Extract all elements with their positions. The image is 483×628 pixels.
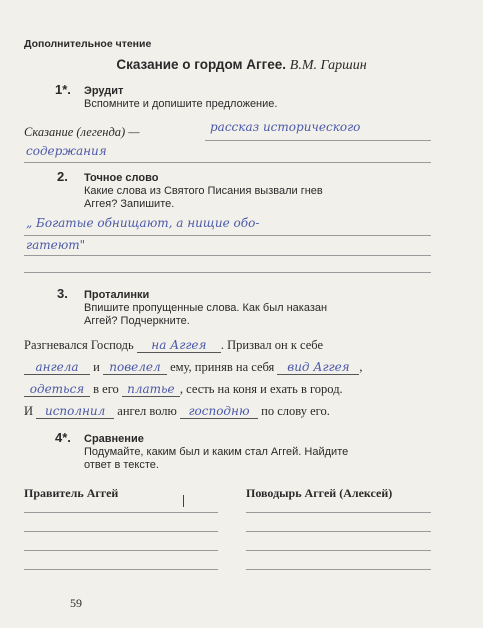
sentence-text: и: [93, 360, 100, 374]
task4-instruction-line1: Подумайте, каким был и каким стал Аггей. Найдите: [84, 446, 349, 458]
sentence-text: Разгневался Господь: [24, 338, 134, 352]
task4-number: 4*.: [55, 430, 71, 445]
answer-rule: [24, 550, 218, 551]
answer-rule: [246, 531, 431, 532]
sentence-text: ему, приняв на себя: [170, 360, 275, 374]
answer-rule: [205, 140, 431, 141]
sentence-text: , сесть на коня и ехать в город.: [179, 382, 343, 396]
task1-answer-line2: содержания: [26, 144, 107, 158]
answer-rule: [24, 569, 218, 570]
sentence-text: в его: [93, 382, 119, 396]
task1-instruction: Вспомните и допишите предложение.: [84, 98, 278, 110]
sentence-text: И: [24, 404, 34, 418]
fill-in-blank: господню: [180, 404, 258, 419]
task2-instruction-line2: Аггея? Запишите.: [84, 198, 175, 210]
fill-in-blank: платье: [122, 382, 180, 397]
column-heading-left: Правитель Аггей: [24, 486, 119, 500]
answer-rule: [246, 512, 431, 513]
page-number: 59: [70, 596, 82, 610]
task2-name: Точное слово: [84, 172, 159, 184]
task3-instruction-line1: Впишите пропущенные слова. Как был наказан: [84, 302, 328, 314]
task4-name: Сравнение: [84, 433, 144, 445]
answer-rule: [24, 235, 431, 236]
task3-sentence-1: [24, 338, 323, 353]
fill-in-blank: вид Аггея: [277, 360, 359, 375]
task4-instruction-line2: ответ в тексте.: [84, 459, 159, 471]
sentence-text: ,: [359, 360, 363, 374]
fill-in-blank: одеться: [24, 382, 90, 397]
task3-number: 3.: [57, 286, 68, 301]
fill-in-blank: ангела: [24, 360, 90, 375]
fill-in-blank: повелел: [103, 360, 167, 375]
sentence-text: ангел волю: [117, 404, 177, 418]
answer-rule: [246, 550, 431, 551]
sentence-text: . Призвал он к себе: [220, 338, 324, 352]
task2-number: 2.: [57, 169, 68, 184]
task3-sentence-3: [24, 382, 343, 397]
answer-rule: [24, 162, 431, 163]
fill-in-blank: исполнил: [36, 404, 114, 419]
column-heading-right: Поводырь Аггей (Алексей): [246, 486, 393, 500]
answer-rule: [24, 255, 431, 256]
answer-rule: [24, 512, 218, 513]
story-title: Сказание о гордом Аггее.: [116, 57, 287, 72]
task3-sentence-4: [24, 404, 330, 419]
task3-sentence-2: [24, 360, 363, 375]
answer-rule: [246, 569, 431, 570]
task2-answer-line1: „ Богатые обнищают, а нищие обо-: [26, 216, 260, 230]
task2-instruction-line1: Какие слова из Святого Писания вызвали гнев: [84, 185, 323, 197]
task3-name: Проталинки: [84, 289, 150, 301]
task3-instruction-line2: Аггей? Подчеркните.: [84, 315, 190, 327]
answer-rule: [24, 531, 218, 532]
page-title: [0, 57, 483, 74]
task1-answer-line1: рассказ исторического: [210, 120, 361, 134]
section-heading: Дополнительное чтение: [24, 38, 152, 50]
answer-rule: [24, 272, 431, 273]
task2-answer-line2: гатеют": [26, 238, 86, 252]
task1-name: Эрудит: [84, 85, 124, 97]
sentence-text: по слову его.: [261, 404, 330, 418]
pencil-mark: [183, 495, 184, 507]
fill-in-blank: на Аггея: [137, 338, 221, 353]
task1-lead: Сказание (легенда) —: [24, 125, 140, 139]
story-author: В.М. Гаршин: [289, 58, 367, 73]
task1-number: 1*.: [55, 82, 71, 97]
